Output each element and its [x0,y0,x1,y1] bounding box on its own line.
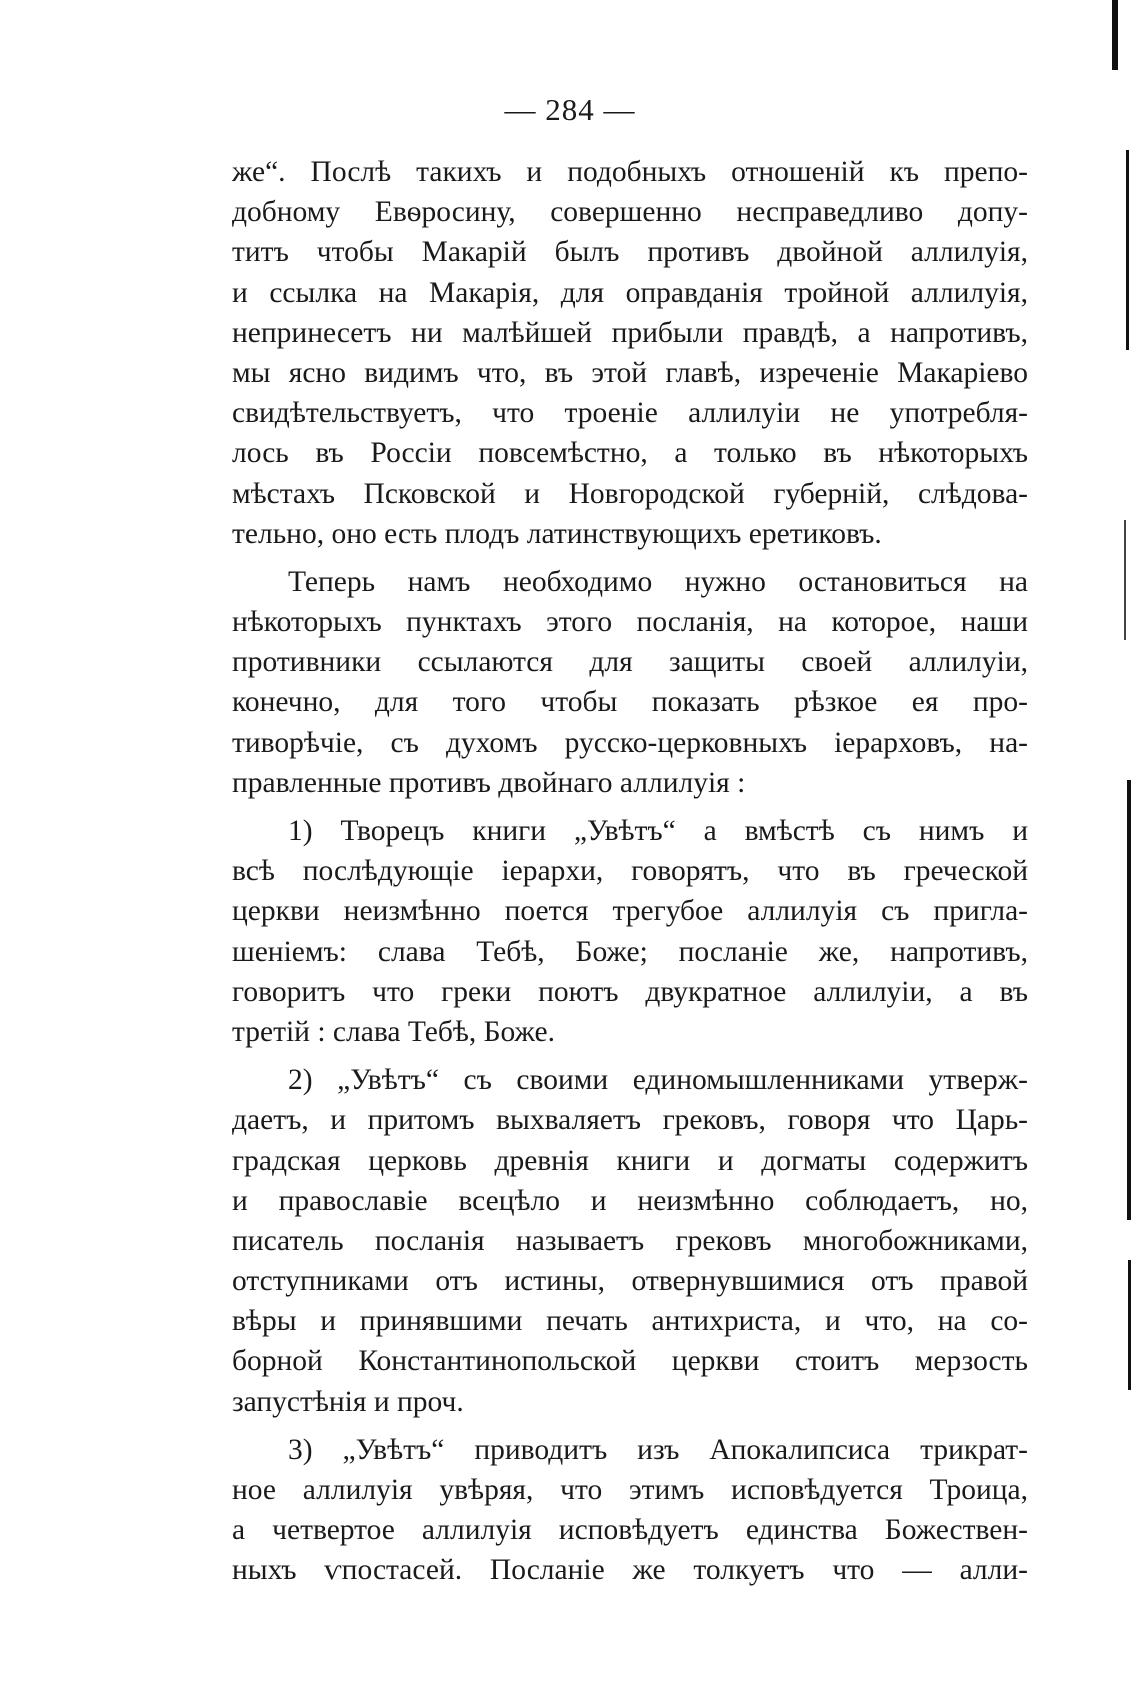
text-line: писатель посланія называетъ грековъ многобожниками, [232,1224,1028,1257]
text-line: а четвертое аллилуія исповѣдуетъ единства Божествен- [232,1514,1028,1547]
text-line: ныхъ ѵпостасей. Посланіе же толкуетъ что — алли- [232,1554,1028,1587]
text-line: вѣры и принявшими печать антихриста, и что, на со- [232,1305,1028,1338]
text-line: свидѣтельствуетъ, что троеніе аллилуіи не употребля- [232,397,1028,430]
binding-edge-mark [1124,520,1126,640]
text-line: борной Константинопольской церкви стоитъ мерзость [232,1345,1028,1378]
text-line: мѣстахъ Псковской и Новгородской губерній, слѣдова- [232,477,1028,510]
text-line: тиворѣчіе, съ духомъ русско-церковныхъ іерарховъ, на- [232,726,1028,759]
text-line: третій : слава Тебѣ, Боже. [232,1015,556,1048]
text-line: градская церковь древнія книги и догматы содержитъ [232,1144,1028,1177]
page-number: — 284 — [504,92,636,127]
text-line: же“. Послѣ такихъ и подобныхъ отношеній къ препо- [232,156,1028,188]
text-line: титъ чтобы Макарій былъ противъ двойной аллилуія, [232,236,1028,269]
text-line: даетъ, и притомъ выхваляетъ грековъ, говоря что Царь- [232,1104,1028,1137]
text-line: запустѣнія и проч. [232,1385,464,1418]
binding-edge-mark [1127,780,1131,1220]
text-line: церкви неизмѣнно поется трегубое аллилуія съ пригла- [232,895,1028,928]
text-line: добному Евѳросину, совершенно несправедливо допу- [232,196,1028,229]
text-line: непринесетъ ни малѣйшей прибыли правдѣ, а напротивъ, [232,316,1028,349]
paragraph-1 [232,152,1028,554]
text-line: Теперь намъ необходимо нужно остановиться на [288,565,1028,598]
binding-edge-mark [1112,0,1118,70]
text-line: нѣкоторыхъ пунктахъ этого посланія, на которое, наши [232,606,1028,639]
text-line: мы ясно видимъ что, въ этой главѣ, изреченіе Макаріево [232,356,1028,389]
text-line: и ссылка на Макарія, для оправданія тройной аллилуія, [232,276,1028,309]
text-line: противники ссылаются для защиты своей аллилуіи, [232,646,1028,679]
paragraph-2 [232,562,1028,803]
paragraph-3 [232,811,1028,1052]
text-line: 3) „Увѣтъ“ приводитъ изъ Апокалипсиса трикрат- [288,1433,1028,1466]
text-line: шеніемъ: слава Тебѣ, Боже; посланіе же, напротивъ, [232,935,1028,968]
body-text [232,152,1028,1591]
text-line: 1) Творецъ книги „Увѣтъ“ а вмѣстѣ съ нимъ и [288,815,1028,847]
text-line: правленные противъ двойнаго аллилуія : [232,766,746,799]
text-line: тельно, оно есть плодъ латинствующихъ еретиковъ. [232,517,882,550]
text-line: говоритъ что греки поютъ двукратное аллилуіи, а въ [232,975,1028,1008]
paragraph-4 [232,1060,1028,1422]
text-line: ное аллилуія увѣряя, что этимъ исповѣдуется Троица, [232,1474,1028,1506]
binding-edge-mark [1126,150,1129,350]
text-line: и православіе всецѣло и неизмѣнно соблюдаетъ, но, [232,1184,1028,1217]
text-line: лось въ Россіи повсемѣстно, а только въ нѣкоторыхъ [232,437,1028,470]
binding-edge-mark [1128,1260,1131,1390]
paragraph-5 [232,1430,1028,1591]
text-line: 2) „Увѣтъ“ съ своими единомышленниками утверж- [288,1064,1028,1097]
text-line: всѣ послѣдующіе іерархи, говорятъ, что въ греческой [232,855,1028,888]
text-line: отступниками отъ истины, отвернувшимися отъ правой [232,1265,1028,1298]
text-line: конечно, для того чтобы показать рѣзкое ея про- [232,686,1028,719]
